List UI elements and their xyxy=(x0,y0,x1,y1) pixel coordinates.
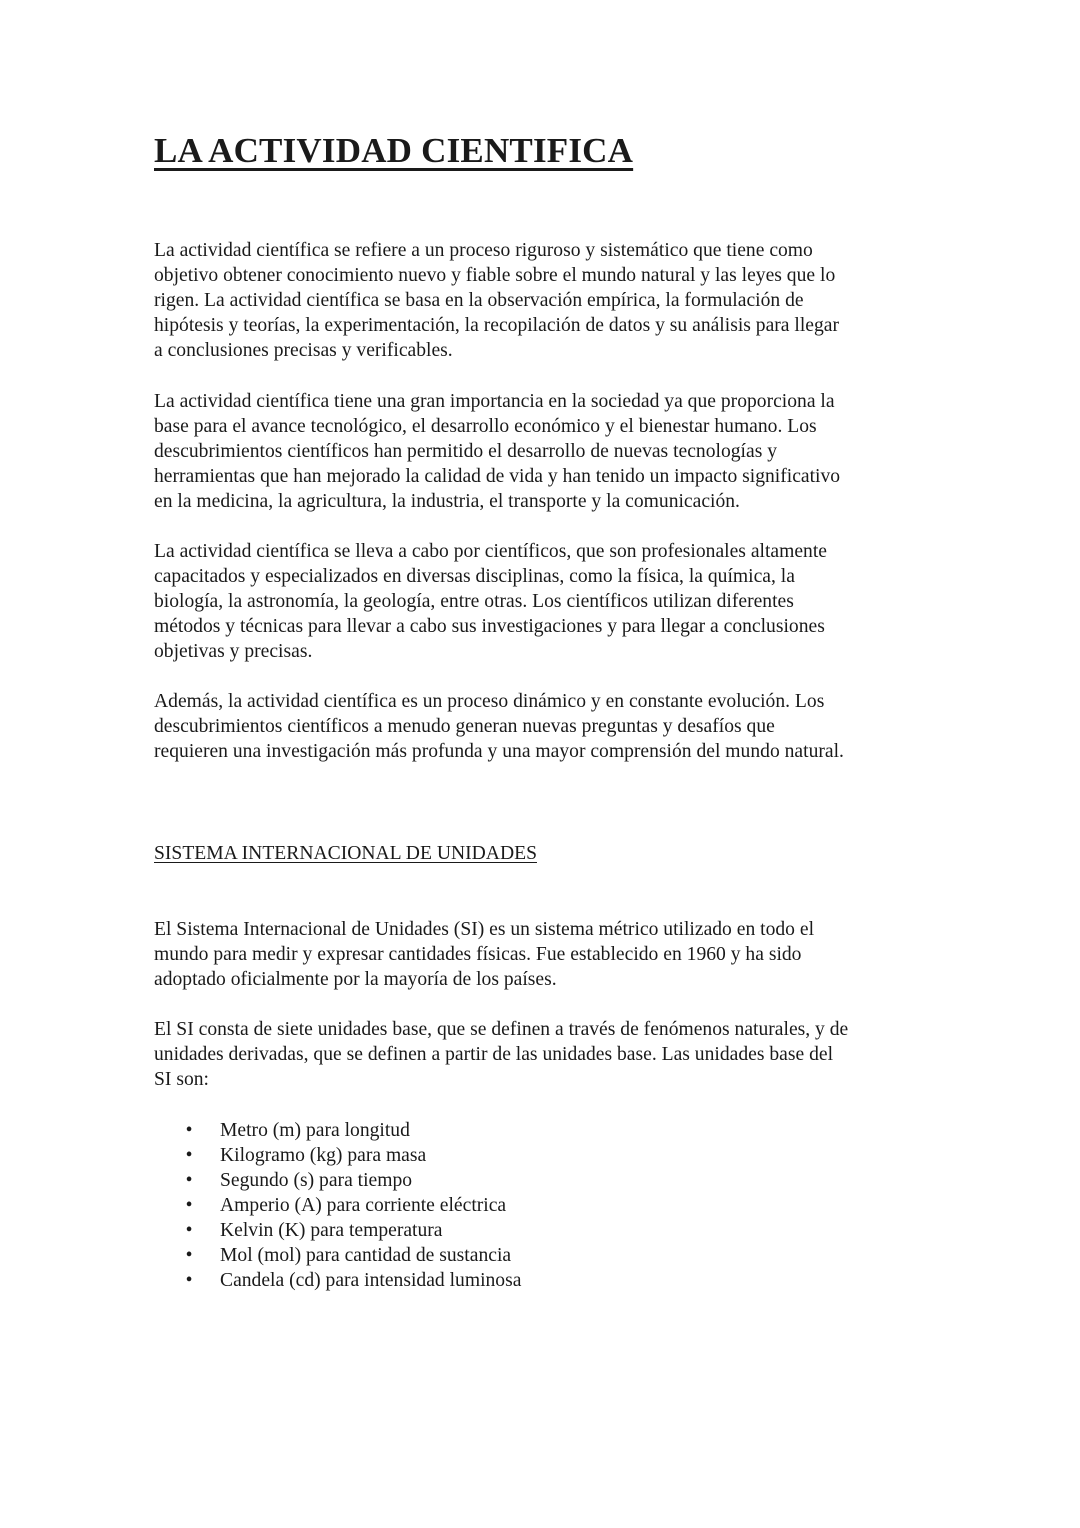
text-line: El Sistema Internacional de Unidades (SI) es un sistema métrico utilizado en todo el xyxy=(154,919,815,940)
list-item xyxy=(154,1143,521,1168)
text-line: a conclusiones precisas y verificables. xyxy=(154,340,453,361)
bullet-icon: • xyxy=(185,1145,193,1166)
si-units-list xyxy=(154,1118,521,1293)
text-line: unidades derivadas, que se definen a partir de las unidades base. Las unidades base del xyxy=(154,1044,834,1065)
text-line: capacitados y especializados en diversas disciplinas, como la física, la química, la xyxy=(154,566,795,587)
text-line: base para el avance tecnológico, el desarrollo económico y el bienestar humano. Los xyxy=(154,416,817,437)
bullet-icon: • xyxy=(185,1195,193,1216)
text-line: en la medicina, la agricultura, la industria, el transporte y la comunicación. xyxy=(154,491,740,512)
paragraph-importance xyxy=(154,389,934,514)
list-item-text: Amperio (A) para corriente eléctrica xyxy=(220,1195,507,1216)
document-title: LA ACTIVIDAD CIENTIFICA xyxy=(154,131,634,170)
paragraph-evolution xyxy=(154,689,934,764)
paragraph-si-intro xyxy=(154,917,934,992)
text-line: La actividad científica tiene una gran importancia en la sociedad ya que proporciona la xyxy=(154,391,835,412)
text-line: descubrimientos científicos han permitido el desarrollo de nuevas tecnologías y xyxy=(154,441,778,462)
text-line: hipótesis y teorías, la experimentación, la recopilación de datos y su análisis para llegar xyxy=(154,315,840,336)
section-heading: SISTEMA INTERNACIONAL DE UNIDADES xyxy=(154,843,537,864)
bullet-icon: • xyxy=(185,1270,193,1291)
text-line: herramientas que han mejorado la calidad de vida y han tenido un impacto significativo xyxy=(154,466,841,487)
list-item-text: Candela (cd) para intensidad luminosa xyxy=(220,1270,522,1291)
list-item xyxy=(154,1168,521,1193)
text-line: objetivo obtener conocimiento nuevo y fiable sobre el mundo natural y las leyes que lo xyxy=(154,265,836,286)
list-item xyxy=(154,1193,521,1218)
text-line: La actividad científica se lleva a cabo por científicos, que son profesionales altamente xyxy=(154,541,827,562)
bullet-icon: • xyxy=(185,1120,193,1141)
list-item xyxy=(154,1218,521,1243)
paragraph-si-base-units xyxy=(154,1017,934,1092)
text-line: El SI consta de siete unidades base, que se definen a través de fenómenos naturales, y de xyxy=(154,1019,849,1040)
paragraph-scientists xyxy=(154,539,934,664)
text-line: biología, la astronomía, la geología, entre otras. Los científicos utilizan diferentes xyxy=(154,591,794,612)
text-line: métodos y técnicas para llevar a cabo sus investigaciones y para llegar a conclusiones xyxy=(154,616,825,637)
list-item-text: Kelvin (K) para temperatura xyxy=(220,1220,443,1241)
text-line: SI son: xyxy=(154,1069,209,1090)
list-item-text: Segundo (s) para tiempo xyxy=(220,1170,413,1191)
text-line: requieren una investigación más profunda y una mayor comprensión del mundo natural. xyxy=(154,741,844,762)
text-line: rigen. La actividad científica se basa en la observación empírica, la formulación de xyxy=(154,290,804,311)
text-line: descubrimientos científicos a menudo generan nuevas preguntas y desafíos que xyxy=(154,716,775,737)
list-item xyxy=(154,1243,521,1268)
text-line: Además, la actividad científica es un proceso dinámico y en constante evolución. Los xyxy=(154,691,825,712)
bullet-icon: • xyxy=(185,1170,193,1191)
text-line: mundo para medir y expresar cantidades físicas. Fue establecido en 1960 y ha sido xyxy=(154,944,802,965)
paragraph-definition xyxy=(154,238,934,363)
text-line: La actividad científica se refiere a un proceso riguroso y sistemático que tiene como xyxy=(154,240,813,261)
text-line: adoptado oficialmente por la mayoría de los países. xyxy=(154,969,557,990)
list-item-text: Mol (mol) para cantidad de sustancia xyxy=(220,1245,512,1266)
bullet-icon: • xyxy=(185,1220,193,1241)
list-item xyxy=(154,1268,521,1293)
list-item-text: Metro (m) para longitud xyxy=(220,1120,410,1141)
text-line: objetivas y precisas. xyxy=(154,641,313,662)
list-item xyxy=(154,1118,521,1143)
bullet-icon: • xyxy=(185,1245,193,1266)
list-item-text: Kilogramo (kg) para masa xyxy=(220,1145,427,1166)
